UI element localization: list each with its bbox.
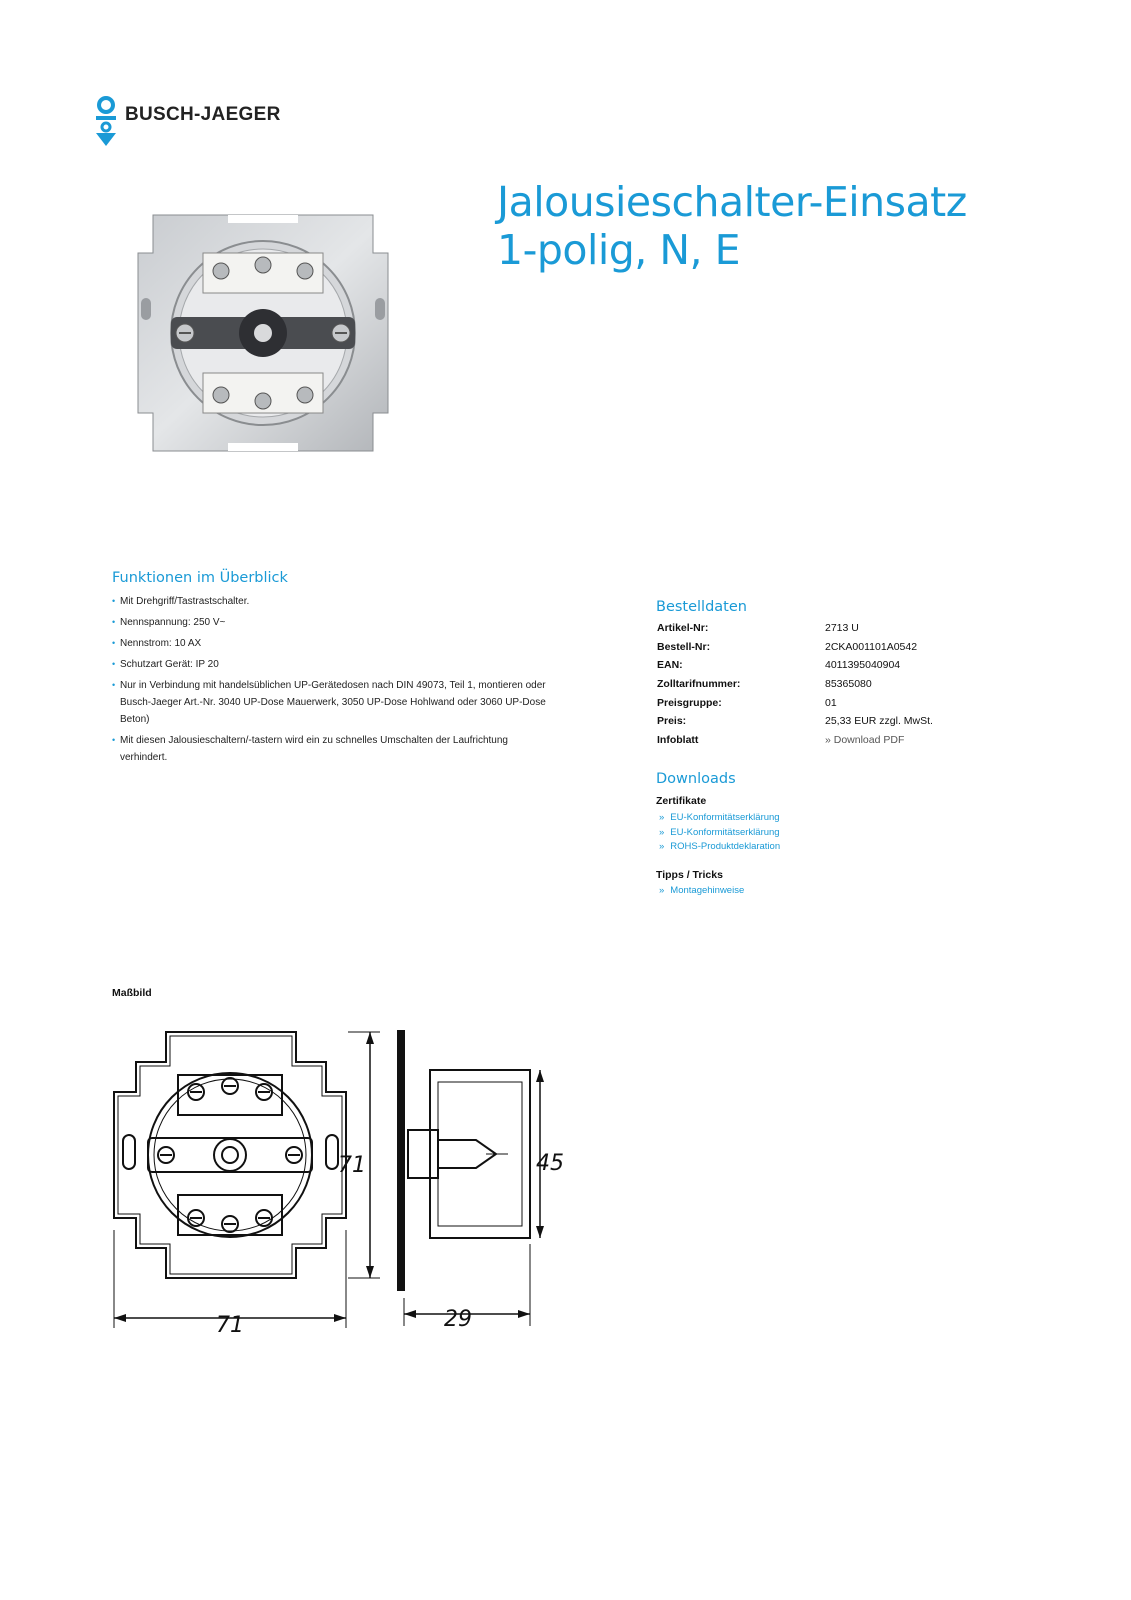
- certificate-link[interactable]: ROHS-Produktdeklaration: [670, 841, 781, 853]
- title-line-2: 1-polig, N, E: [497, 226, 741, 274]
- order-label: EAN:: [657, 659, 683, 672]
- list-item: • Schutzart Gerät: IP 20: [112, 656, 557, 673]
- tips-list: [659, 884, 744, 899]
- list-item[interactable]: [659, 840, 780, 855]
- list-item: • Mit diesen Jalousieschaltern/-tastern wird ein zu schnelles Umschalten der Laufrichtung verhindert.: [112, 732, 557, 766]
- page-title: [497, 178, 967, 274]
- order-row-price-group: [657, 697, 957, 716]
- depth-dimension-label: 29: [444, 1307, 472, 1332]
- order-row-infosheet: [657, 734, 957, 753]
- width-dimension-label: 71: [216, 1313, 244, 1338]
- order-table: [657, 622, 957, 753]
- title-line-1: Jalousieschalter-Einsatz: [497, 178, 967, 226]
- order-label: Artikel-Nr:: [657, 622, 709, 634]
- list-item: • Nur in Verbindung mit handelsüblichen UP-Gerätedosen nach DIN 49073, Teil 1, montieren oder Busch-Jaeger Art.-Nr. 3040 UP-Dose Mauerwerk, 3050 UP-Dose Hohlwand oder 3060 UP-Dose Beton): [112, 677, 557, 728]
- product-photo: [133, 213, 393, 458]
- certificate-link[interactable]: EU-Konformitätserklärung: [670, 812, 780, 823]
- switch-insert-photo-icon: [133, 213, 393, 453]
- order-label: Bestell-Nr:: [657, 640, 711, 653]
- functions-heading: Funktionen im Überblick: [112, 570, 288, 586]
- functions-list: [112, 593, 557, 770]
- chevron-icon: »: [659, 812, 665, 823]
- download-pdf-link[interactable]: » Download PDF: [825, 734, 905, 747]
- list-item: • Nennstrom: 10 AX: [112, 635, 557, 652]
- order-row-price: [657, 715, 957, 734]
- order-row-order-number: [657, 641, 957, 660]
- certificates-heading: Zertifikate: [656, 795, 707, 807]
- inner-height-dimension-label: 45: [536, 1151, 564, 1176]
- certificates-list: [659, 811, 780, 855]
- dimension-drawing-icon: [108, 1030, 568, 1340]
- chevron-icon: »: [659, 885, 665, 896]
- order-label: Preis:: [657, 715, 687, 728]
- list-item: • Nennspannung: 250 V~: [112, 614, 557, 631]
- order-value: 2CKA001101A0542: [825, 640, 918, 653]
- order-row-article: [657, 622, 957, 641]
- list-item[interactable]: [659, 826, 780, 841]
- chevron-icon: »: [659, 826, 665, 838]
- order-label: Infoblatt: [657, 734, 699, 747]
- certificate-link[interactable]: EU-Konformitätserklärung: [670, 826, 780, 838]
- order-value: 01: [825, 696, 837, 709]
- list-item: • Mit Drehgriff/Tastrastschalter.: [112, 593, 557, 610]
- dimension-drawing: [108, 1030, 568, 1345]
- height-dimension-label: 71: [338, 1153, 366, 1178]
- chevron-icon: »: [659, 841, 665, 853]
- tip-link[interactable]: Montagehinweise: [670, 885, 745, 896]
- tips-heading: Tipps / Tricks: [656, 869, 723, 881]
- order-value: 4011395040904: [825, 659, 901, 672]
- downloads-heading: Downloads: [656, 771, 736, 787]
- order-label: Zolltarifnummer:: [657, 678, 741, 691]
- brand-name: BUSCH-JAEGER: [125, 104, 281, 125]
- list-item[interactable]: [659, 884, 744, 899]
- order-value: 25,33 EUR zzgl. MwSt.: [825, 715, 933, 728]
- busch-jaeger-logo-icon: [92, 96, 122, 148]
- order-row-customs: [657, 678, 957, 697]
- order-label: Preisgruppe:: [657, 696, 722, 709]
- order-heading: Bestelldaten: [656, 599, 747, 615]
- list-item[interactable]: [659, 811, 780, 826]
- brand-logo: [92, 96, 292, 148]
- order-value: 85365080: [825, 678, 872, 691]
- order-value: 2713 U: [825, 622, 859, 634]
- dimension-drawing-label: Maßbild: [112, 987, 152, 999]
- order-row-ean: [657, 659, 957, 678]
